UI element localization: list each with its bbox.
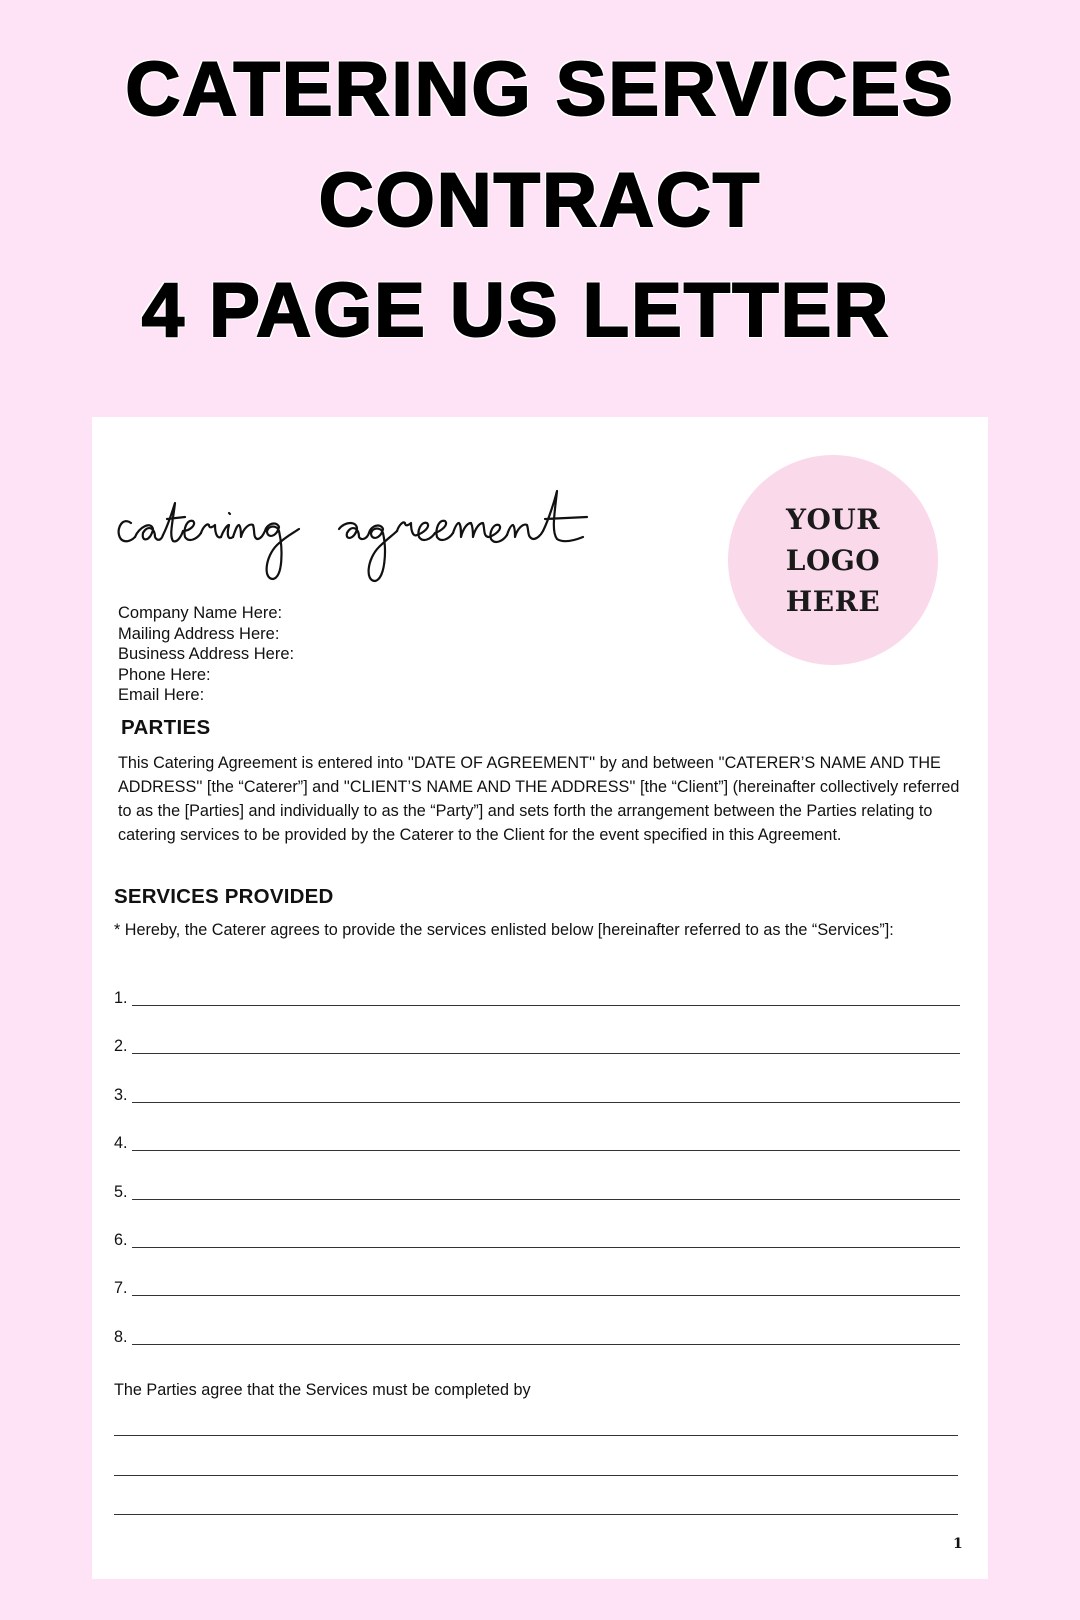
services-heading: SERVICES PROVIDED [114,885,334,908]
company-fields [118,603,294,706]
service-blank-line[interactable] [132,1344,960,1345]
service-number: 3. [114,1085,128,1104]
headline-line-1: CATERING SERVICES [125,47,955,132]
services-intro: * Hereby, the Caterer agrees to provide the services enlisted below [hereinafter referred to as the “Services”]: [114,921,894,939]
completion-blank-line-2[interactable] [114,1475,958,1476]
service-blank-line[interactable] [132,1295,960,1296]
service-line [114,1152,960,1200]
email-field: Email Here: [118,686,205,705]
logo-placeholder [728,455,938,665]
service-blank-line[interactable] [132,1053,960,1054]
service-blank-line[interactable] [132,1247,960,1248]
service-number: 5. [114,1182,128,1201]
company-name-field: Company Name Here: [118,604,283,622]
service-number: 2. [114,1037,128,1056]
service-line [114,1297,960,1345]
business-address-field: Business Address Here: [118,645,295,664]
script-title-catering-agreement [117,483,637,613]
completion-blank-line-1[interactable] [114,1435,958,1436]
completion-blank-line-3[interactable] [114,1514,958,1515]
service-blank-line[interactable] [132,1150,960,1151]
service-line [114,984,960,1007]
contract-page [92,417,988,1579]
logo-text-line-1: YOUR [785,502,881,536]
service-number: 1. [114,989,128,1007]
headline-line-3: 4 PAGE US LETTER [141,268,891,353]
logo-text-line-3: HERE [785,584,881,618]
service-line [114,1201,960,1249]
service-blank-line[interactable] [132,1005,960,1006]
service-line [114,1104,960,1152]
page-number: 1 [953,1536,963,1552]
service-line [114,1055,960,1103]
completion-text: The Parties agree that the Services must be completed by [114,1381,531,1399]
services-list [114,984,960,1346]
service-number: 7. [114,1279,128,1298]
parties-heading: PARTIES [121,716,211,739]
mailing-address-field: Mailing Address Here: [118,624,280,643]
headline-line-2: CONTRACT [318,158,762,243]
phone-field: Phone Here: [118,665,211,684]
service-number: 8. [114,1327,128,1346]
logo-text-line-2: LOGO [785,543,881,577]
parties-paragraph: This Catering Agreement is entered into ''DATE OF AGREEMENT'' by and between ''CATERER’S NAME AND THE ADDRESS'' [the “Caterer”] and ''CLIENT’S NAME AND THE ADDRESS'' [the “Client”] (hereinafter collectively referred to as the [Parties] and individually to as the “Party”] and sets forth the arrangement between the Parties relating to catering services to be provided by the Caterer to the Client for the event specified in this Agreement. [118,754,960,844]
service-blank-line[interactable] [132,1102,960,1103]
service-blank-line[interactable] [132,1199,960,1200]
service-line [114,1007,960,1055]
service-number: 4. [114,1134,128,1153]
service-line [114,1249,960,1297]
service-number: 6. [114,1230,128,1249]
